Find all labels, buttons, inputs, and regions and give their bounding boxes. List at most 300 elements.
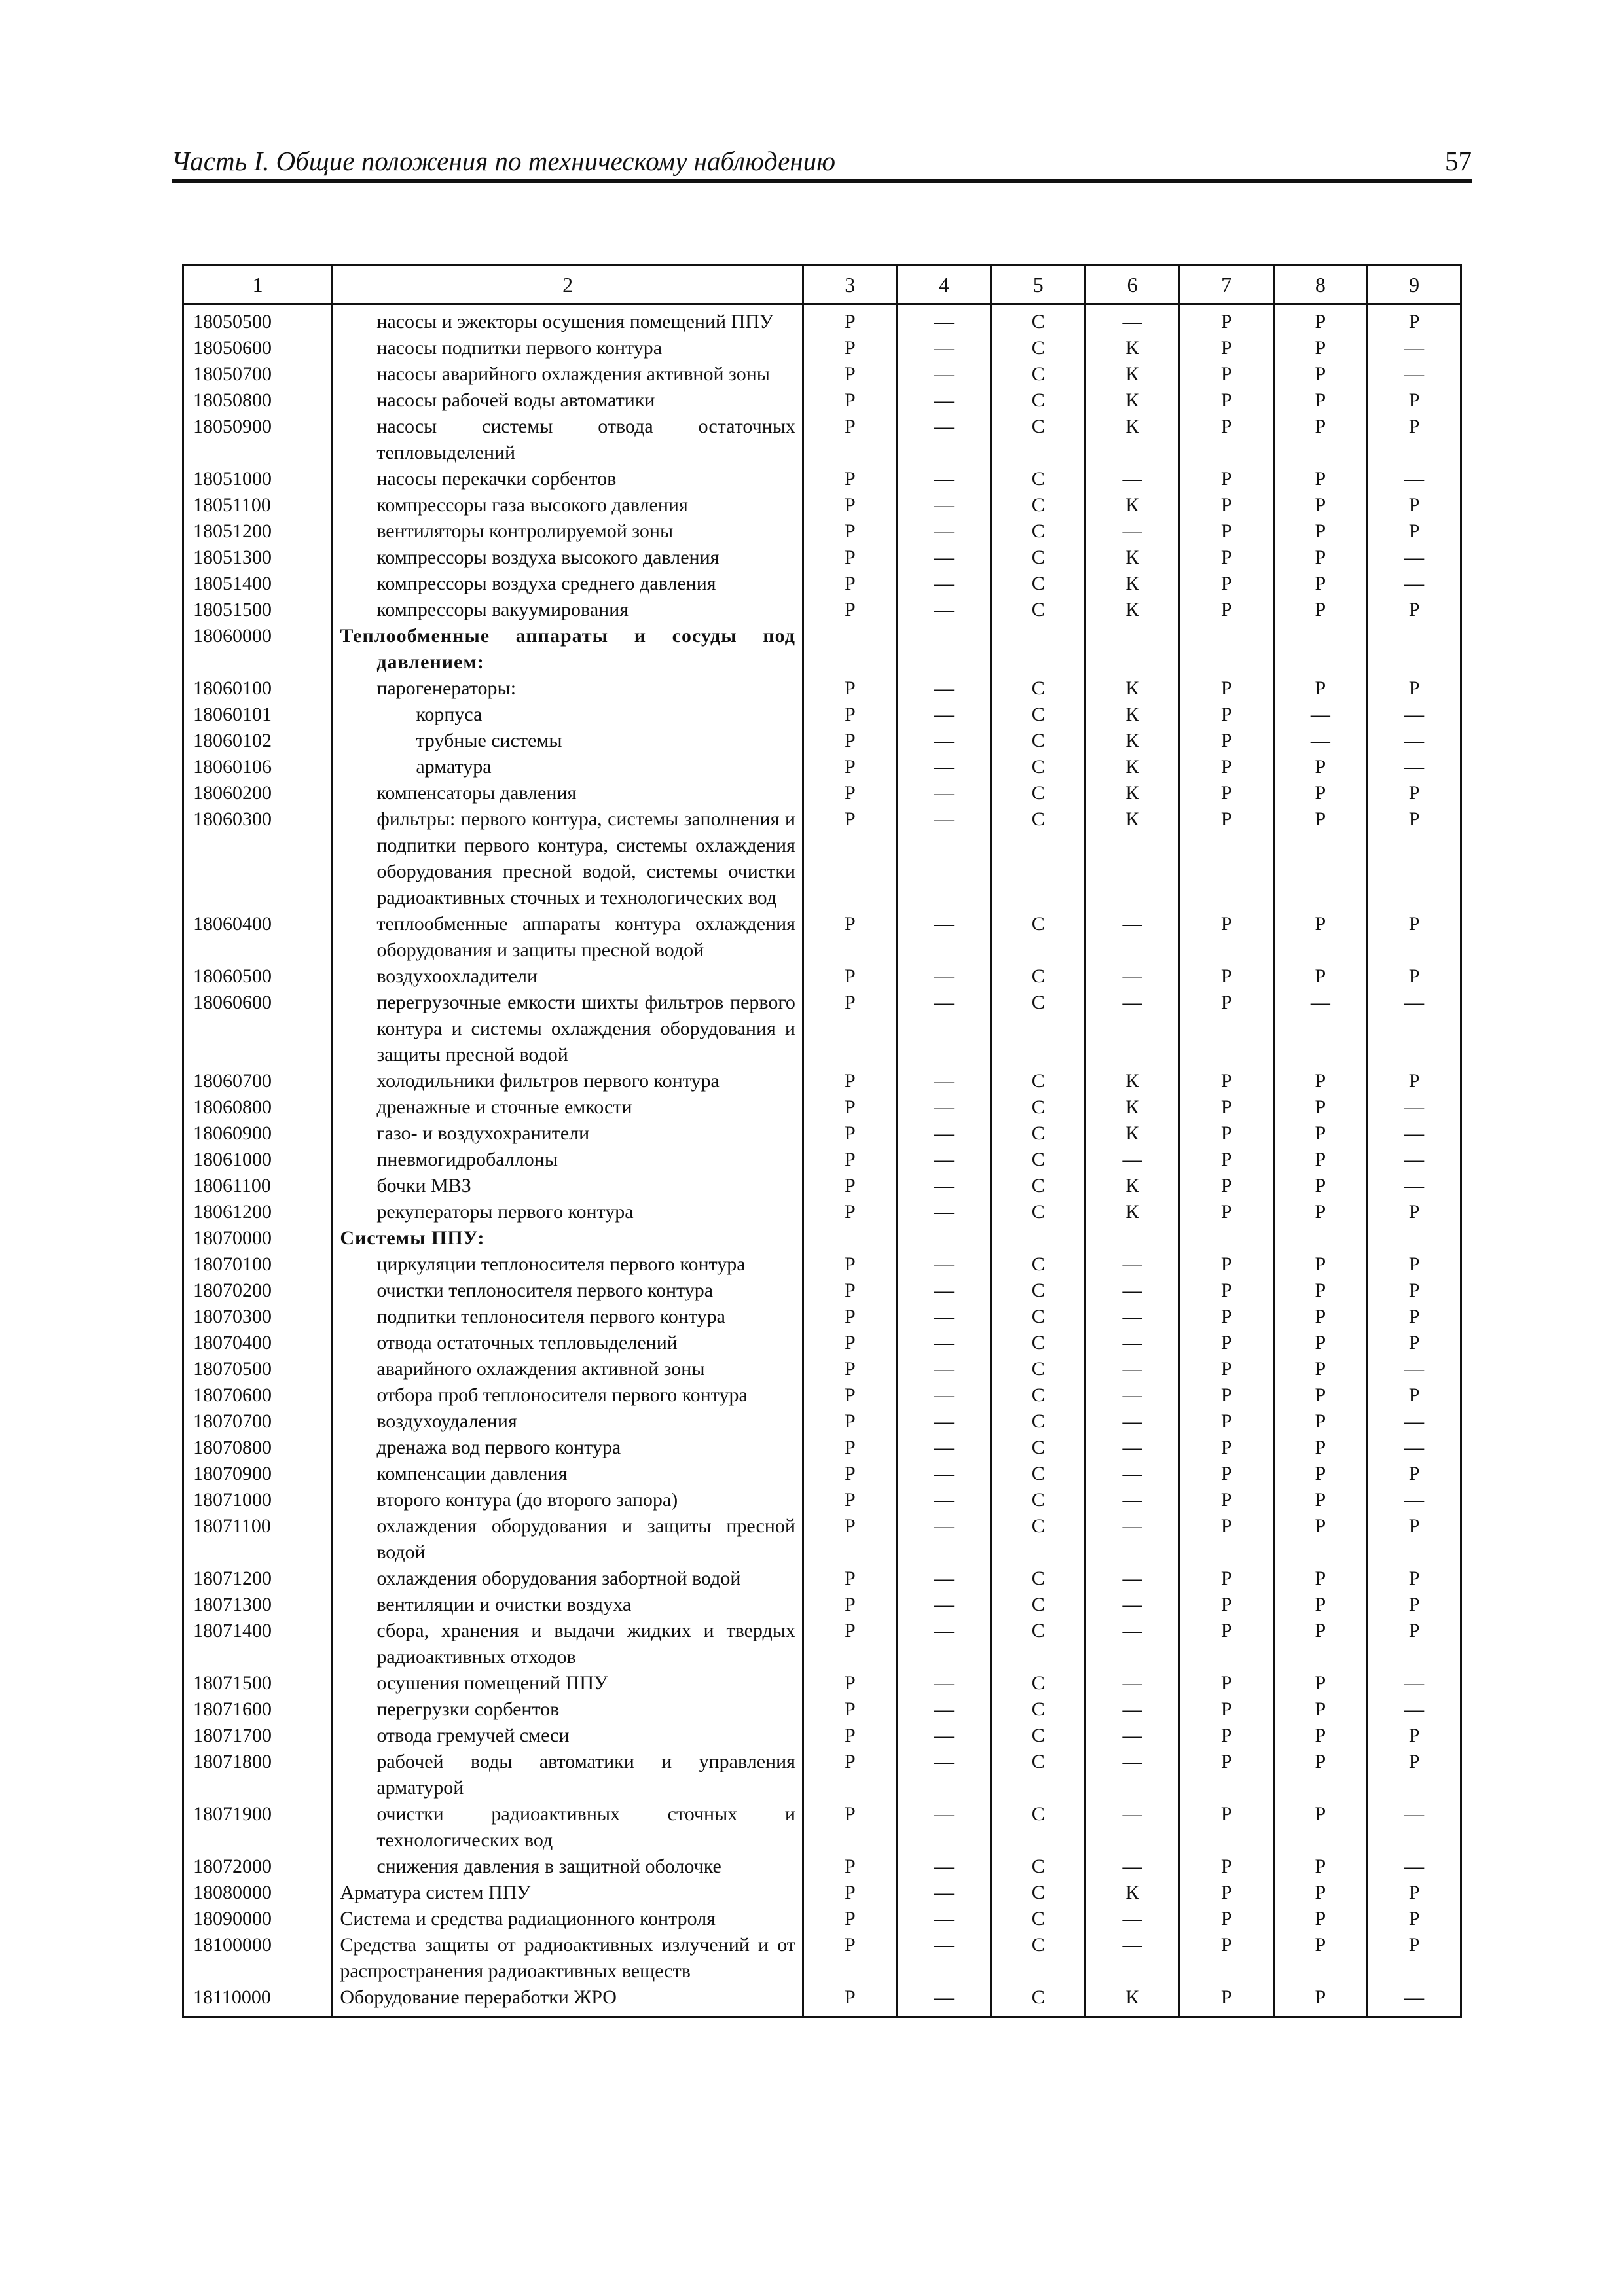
row-name-cell: [333, 963, 803, 990]
row-value-col-6: —: [1085, 1592, 1180, 1618]
row-value-col-4: —: [897, 754, 991, 780]
row-value-col-5: С: [991, 702, 1085, 728]
row-value-col-4: —: [897, 518, 991, 545]
row-value-col-7: Р: [1179, 1513, 1273, 1566]
row-code: 18060100: [183, 675, 333, 702]
row-value-col-9: Р: [1368, 1278, 1461, 1304]
row-value-col-3: Р: [803, 1461, 897, 1487]
row-name-cell: [333, 1854, 803, 1880]
row-value-col-3: Р: [803, 545, 897, 571]
row-value-col-8: —: [1273, 702, 1368, 728]
row-value-col-7: Р: [1179, 545, 1273, 571]
row-value-col-4: —: [897, 1121, 991, 1147]
row-value-col-8: Р: [1273, 414, 1368, 466]
row-name-cell: [333, 1356, 803, 1382]
column-header: 1: [183, 265, 333, 304]
row-code: 18071500: [183, 1670, 333, 1696]
row-name-cell: [333, 1408, 803, 1435]
row-value-col-8: Р: [1273, 1880, 1368, 1906]
row-value-col-4: —: [897, 1984, 991, 2017]
row-value-col-4: —: [897, 387, 991, 414]
table-row: [183, 754, 1461, 780]
table-row: [183, 1618, 1461, 1670]
row-code: 18070500: [183, 1356, 333, 1382]
row-value-col-6: —: [1085, 1801, 1180, 1854]
row-value-col-3: Р: [803, 1749, 897, 1801]
row-value-col-3: Р: [803, 1408, 897, 1435]
row-value-col-7: Р: [1179, 963, 1273, 990]
row-value-col-6: К: [1085, 571, 1180, 597]
row-name-cell: [333, 466, 803, 492]
table-row: [183, 571, 1461, 597]
table-row: [183, 702, 1461, 728]
row-name: Система и средства радиационного контроля: [340, 1908, 716, 1929]
row-value-col-5: С: [991, 1801, 1085, 1854]
row-value-col-7: Р: [1179, 414, 1273, 466]
row-name-cell: [333, 361, 803, 387]
row-value-col-5: [991, 623, 1085, 675]
row-value-col-4: —: [897, 911, 991, 963]
row-value-col-8: Р: [1273, 1408, 1368, 1435]
row-value-col-4: —: [897, 1330, 991, 1356]
row-value-col-6: —: [1085, 911, 1180, 963]
row-name: отбора проб теплоносителя первого контура: [376, 1384, 748, 1406]
column-header: 8: [1273, 265, 1368, 304]
table-row: [183, 1592, 1461, 1618]
row-value-col-3: Р: [803, 1094, 897, 1121]
row-value-col-5: С: [991, 414, 1085, 466]
row-value-col-3: Р: [803, 466, 897, 492]
row-value-col-7: Р: [1179, 1932, 1273, 1984]
row-value-col-9: —: [1368, 1487, 1461, 1513]
row-value-col-6: К: [1085, 387, 1180, 414]
row-value-col-7: Р: [1179, 1906, 1273, 1932]
row-value-col-8: Р: [1273, 1749, 1368, 1801]
row-value-col-3: Р: [803, 1513, 897, 1566]
row-value-col-6: —: [1085, 1251, 1180, 1278]
row-value-col-7: Р: [1179, 780, 1273, 806]
row-code: 18051100: [183, 492, 333, 518]
row-value-col-3: [803, 1225, 897, 1251]
row-value-col-4: —: [897, 1513, 991, 1566]
row-value-col-8: Р: [1273, 1723, 1368, 1749]
row-value-col-6: —: [1085, 1749, 1180, 1801]
row-value-col-9: —: [1368, 335, 1461, 361]
table-row: [183, 728, 1461, 754]
row-value-col-9: —: [1368, 361, 1461, 387]
row-code: 18050500: [183, 304, 333, 336]
row-value-col-8: Р: [1273, 492, 1368, 518]
row-name-cell: [333, 518, 803, 545]
row-value-col-9: Р: [1368, 1330, 1461, 1356]
row-code: 18071400: [183, 1618, 333, 1670]
row-code: 18060800: [183, 1094, 333, 1121]
row-name: дренажные и сточные емкости: [376, 1096, 632, 1118]
table-row: [183, 963, 1461, 990]
row-code: 18071900: [183, 1801, 333, 1854]
row-name-cell: [333, 1801, 803, 1854]
row-name-cell: [333, 806, 803, 911]
row-value-col-6: —: [1085, 963, 1180, 990]
row-name: теплообменные аппараты контура охлаждения оборудования и защиты пресной водой: [376, 913, 795, 961]
row-name-cell: [333, 1513, 803, 1566]
row-value-col-9: —: [1368, 1801, 1461, 1854]
row-value-col-5: С: [991, 1723, 1085, 1749]
row-name-cell: [333, 1147, 803, 1173]
row-name: холодильники фильтров первого контура: [376, 1070, 720, 1092]
row-value-col-9: —: [1368, 1854, 1461, 1880]
table-row: [183, 806, 1461, 911]
row-value-col-6: К: [1085, 1121, 1180, 1147]
row-value-col-3: Р: [803, 1723, 897, 1749]
row-value-col-6: —: [1085, 304, 1180, 336]
row-value-col-3: Р: [803, 414, 897, 466]
table-row: [183, 1094, 1461, 1121]
row-value-col-7: Р: [1179, 990, 1273, 1068]
row-value-col-7: Р: [1179, 1251, 1273, 1278]
row-value-col-4: —: [897, 1382, 991, 1408]
row-value-col-4: —: [897, 335, 991, 361]
row-name-cell: [333, 675, 803, 702]
row-value-col-4: —: [897, 1173, 991, 1199]
row-code: 18051300: [183, 545, 333, 571]
row-name: Оборудование переработки ЖРО: [340, 1986, 617, 2008]
row-name: рекуператоры первого контура: [376, 1201, 634, 1223]
table-row: [183, 1906, 1461, 1932]
row-value-col-3: Р: [803, 1592, 897, 1618]
row-name: насосы подпитки первого контура: [376, 337, 663, 359]
column-header: 2: [333, 265, 803, 304]
row-value-col-9: Р: [1368, 806, 1461, 911]
row-value-col-7: Р: [1179, 1121, 1273, 1147]
row-name: компрессоры воздуха высокого давления: [376, 547, 720, 568]
row-value-col-9: —: [1368, 1356, 1461, 1382]
row-value-col-8: Р: [1273, 1461, 1368, 1487]
row-name-cell: [333, 1670, 803, 1696]
row-name-cell: [333, 1566, 803, 1592]
row-value-col-5: С: [991, 1304, 1085, 1330]
row-value-col-9: —: [1368, 1094, 1461, 1121]
row-value-col-4: —: [897, 1199, 991, 1225]
row-value-col-8: Р: [1273, 571, 1368, 597]
row-value-col-7: Р: [1179, 911, 1273, 963]
row-value-col-9: —: [1368, 702, 1461, 728]
row-code: 18071300: [183, 1592, 333, 1618]
row-value-col-7: Р: [1179, 1382, 1273, 1408]
row-value-col-9: Р: [1368, 1566, 1461, 1592]
table-row: [183, 1251, 1461, 1278]
row-value-col-7: Р: [1179, 1068, 1273, 1094]
row-name-cell: [333, 1278, 803, 1304]
row-value-col-9: Р: [1368, 780, 1461, 806]
row-value-col-9: —: [1368, 1173, 1461, 1199]
row-value-col-8: Р: [1273, 361, 1368, 387]
row-value-col-4: —: [897, 1147, 991, 1173]
row-value-col-5: С: [991, 518, 1085, 545]
row-value-col-7: Р: [1179, 597, 1273, 623]
row-value-col-4: —: [897, 1880, 991, 1906]
row-value-col-8: Р: [1273, 1435, 1368, 1461]
table-row: [183, 1513, 1461, 1566]
row-value-col-6: К: [1085, 780, 1180, 806]
row-code: 18100000: [183, 1932, 333, 1984]
row-value-col-3: Р: [803, 911, 897, 963]
row-value-col-5: С: [991, 1618, 1085, 1670]
row-name: насосы и эжекторы осушения помещений ППУ: [376, 311, 774, 332]
row-value-col-8: Р: [1273, 335, 1368, 361]
row-name: парогенераторы:: [376, 677, 517, 699]
row-value-col-4: —: [897, 1932, 991, 1984]
table-row: [183, 990, 1461, 1068]
row-value-col-5: С: [991, 990, 1085, 1068]
row-value-col-7: Р: [1179, 1173, 1273, 1199]
row-value-col-7: Р: [1179, 1304, 1273, 1330]
row-name-cell: [333, 1696, 803, 1723]
row-value-col-6: К: [1085, 361, 1180, 387]
row-name: Средства защиты от радиоактивных излучений и от распространения радиоактивных веществ: [340, 1934, 795, 1982]
row-code: 18061100: [183, 1173, 333, 1199]
row-value-col-4: —: [897, 1906, 991, 1932]
table-row: [183, 1068, 1461, 1094]
row-code: 18060106: [183, 754, 333, 780]
row-value-col-8: Р: [1273, 1566, 1368, 1592]
row-name-cell: [333, 597, 803, 623]
table-row: [183, 492, 1461, 518]
table-row: [183, 1723, 1461, 1749]
row-name-cell: [333, 492, 803, 518]
row-value-col-4: —: [897, 597, 991, 623]
row-value-col-5: С: [991, 1121, 1085, 1147]
row-name: сбора, хранения и выдачи жидких и твердых радиоактивных отходов: [376, 1620, 795, 1668]
row-name-cell: [333, 1225, 803, 1251]
row-value-col-3: Р: [803, 675, 897, 702]
row-value-col-8: Р: [1273, 1199, 1368, 1225]
row-value-col-7: Р: [1179, 1854, 1273, 1880]
row-value-col-4: —: [897, 414, 991, 466]
row-value-col-8: Р: [1273, 387, 1368, 414]
row-name-cell: [333, 1487, 803, 1513]
row-value-col-3: Р: [803, 1435, 897, 1461]
row-value-col-6: —: [1085, 1356, 1180, 1382]
row-value-col-6: —: [1085, 1854, 1180, 1880]
row-value-col-3: Р: [803, 597, 897, 623]
table-row: [183, 1854, 1461, 1880]
row-code: 18060700: [183, 1068, 333, 1094]
row-name-cell: [333, 414, 803, 466]
table-row: [183, 387, 1461, 414]
row-value-col-6: К: [1085, 492, 1180, 518]
row-name: корпуса: [416, 704, 483, 725]
row-value-col-6: К: [1085, 414, 1180, 466]
row-value-col-3: Р: [803, 1880, 897, 1906]
row-value-col-9: Р: [1368, 1592, 1461, 1618]
row-value-col-8: Р: [1273, 1984, 1368, 2017]
table-row: [183, 597, 1461, 623]
row-value-col-5: С: [991, 1251, 1085, 1278]
row-code: 18050800: [183, 387, 333, 414]
row-value-col-7: Р: [1179, 1618, 1273, 1670]
row-value-col-5: С: [991, 1068, 1085, 1094]
row-value-col-6: —: [1085, 1147, 1180, 1173]
row-value-col-4: —: [897, 304, 991, 336]
row-name: насосы аварийного охлаждения активной зоны: [376, 363, 770, 385]
row-name-cell: [333, 1068, 803, 1094]
row-value-col-5: С: [991, 963, 1085, 990]
row-value-col-8: Р: [1273, 1251, 1368, 1278]
row-value-col-6: К: [1085, 335, 1180, 361]
row-value-col-6: —: [1085, 1723, 1180, 1749]
row-name-cell: [333, 728, 803, 754]
table-row: [183, 414, 1461, 466]
row-value-col-7: Р: [1179, 1278, 1273, 1304]
row-code: 18070000: [183, 1225, 333, 1251]
row-value-col-9: Р: [1368, 1251, 1461, 1278]
table-row: [183, 1435, 1461, 1461]
row-value-col-8: Р: [1273, 1618, 1368, 1670]
row-code: 18070200: [183, 1278, 333, 1304]
row-value-col-5: С: [991, 1984, 1085, 2017]
row-value-col-3: Р: [803, 728, 897, 754]
row-value-col-8: Р: [1273, 1592, 1368, 1618]
row-name-cell: [333, 304, 803, 336]
row-name: воздухоохладители: [376, 965, 538, 987]
table-row: [183, 1696, 1461, 1723]
row-name: бочки МВЗ: [376, 1175, 471, 1196]
row-value-col-4: —: [897, 728, 991, 754]
row-value-col-5: С: [991, 780, 1085, 806]
row-value-col-4: —: [897, 361, 991, 387]
row-value-col-3: Р: [803, 806, 897, 911]
row-value-col-4: —: [897, 1592, 991, 1618]
row-code: 18050600: [183, 335, 333, 361]
row-value-col-4: —: [897, 1801, 991, 1854]
row-name: пневмогидробаллоны: [376, 1149, 558, 1170]
row-value-col-4: —: [897, 1749, 991, 1801]
row-name: аварийного охлаждения активной зоны: [376, 1358, 705, 1380]
row-name: дренажа вод первого контура: [376, 1437, 621, 1458]
row-value-col-9: —: [1368, 1696, 1461, 1723]
row-value-col-5: С: [991, 1356, 1085, 1382]
row-value-col-9: Р: [1368, 492, 1461, 518]
row-code: 18060400: [183, 911, 333, 963]
row-value-col-9: —: [1368, 990, 1461, 1068]
row-value-col-5: С: [991, 1906, 1085, 1932]
row-name: очистки теплоносителя первого контура: [376, 1280, 714, 1301]
row-name-cell: [333, 1304, 803, 1330]
row-name: Теплообменные аппараты и сосуды под давлением:: [340, 625, 795, 673]
table-row: [183, 1330, 1461, 1356]
row-name-cell: [333, 1173, 803, 1199]
row-value-col-9: Р: [1368, 387, 1461, 414]
row-value-col-7: Р: [1179, 1566, 1273, 1592]
row-value-col-5: С: [991, 1278, 1085, 1304]
table-row: [183, 1382, 1461, 1408]
row-name: второго контура (до второго запора): [376, 1489, 678, 1511]
table-row: [183, 911, 1461, 963]
row-value-col-3: Р: [803, 387, 897, 414]
row-name-cell: [333, 1199, 803, 1225]
table-row: [183, 1121, 1461, 1147]
row-value-col-8: Р: [1273, 1330, 1368, 1356]
row-name: насосы рабочей воды автоматики: [376, 389, 655, 411]
column-header: 3: [803, 265, 897, 304]
row-name: насосы перекачки сорбентов: [376, 468, 617, 490]
row-value-col-4: —: [897, 1435, 991, 1461]
row-value-col-4: —: [897, 675, 991, 702]
row-value-col-7: Р: [1179, 335, 1273, 361]
row-value-col-8: Р: [1273, 911, 1368, 963]
row-value-col-5: С: [991, 675, 1085, 702]
row-code: 18060900: [183, 1121, 333, 1147]
row-code: 18051200: [183, 518, 333, 545]
row-code: 18071700: [183, 1723, 333, 1749]
row-value-col-9: —: [1368, 754, 1461, 780]
row-value-col-8: Р: [1273, 1121, 1368, 1147]
table-row: [183, 1278, 1461, 1304]
row-value-col-5: С: [991, 1670, 1085, 1696]
row-value-col-5: С: [991, 1382, 1085, 1408]
row-value-col-6: —: [1085, 1513, 1180, 1566]
row-value-col-3: Р: [803, 1068, 897, 1094]
row-value-col-7: Р: [1179, 1696, 1273, 1723]
row-value-col-6: К: [1085, 1094, 1180, 1121]
row-value-col-4: —: [897, 702, 991, 728]
row-value-col-4: [897, 1225, 991, 1251]
row-value-col-9: Р: [1368, 963, 1461, 990]
row-name: фильтры: первого контура, системы заполнения и подпитки первого контура, системы охлаждения оборудования пресной водой, системы очистки радиоактивных сточных и технологических вод: [376, 808, 795, 908]
row-value-col-5: С: [991, 1696, 1085, 1723]
table-row: [183, 1225, 1461, 1251]
row-value-col-7: [1179, 1225, 1273, 1251]
row-name: очистки радиоактивных сточных и технологических вод: [376, 1803, 795, 1851]
row-value-col-4: —: [897, 1487, 991, 1513]
row-value-col-4: —: [897, 1356, 991, 1382]
row-value-col-6: —: [1085, 466, 1180, 492]
row-code: 18070800: [183, 1435, 333, 1461]
row-value-col-9: —: [1368, 545, 1461, 571]
row-value-col-9: Р: [1368, 1304, 1461, 1330]
row-value-col-3: Р: [803, 1356, 897, 1382]
row-value-col-9: —: [1368, 1984, 1461, 2017]
row-value-col-6: —: [1085, 1670, 1180, 1696]
row-value-col-3: Р: [803, 1932, 897, 1984]
row-value-col-4: —: [897, 806, 991, 911]
row-name: осушения помещений ППУ: [376, 1672, 608, 1694]
row-value-col-8: Р: [1273, 545, 1368, 571]
row-value-col-3: Р: [803, 571, 897, 597]
row-name: вентиляции и очистки воздуха: [376, 1594, 632, 1615]
row-value-col-8: Р: [1273, 1094, 1368, 1121]
row-value-col-3: Р: [803, 754, 897, 780]
row-value-col-7: Р: [1179, 304, 1273, 336]
row-name: Системы ППУ:: [340, 1227, 485, 1249]
row-value-col-6: —: [1085, 1408, 1180, 1435]
row-value-col-8: Р: [1273, 780, 1368, 806]
row-value-col-7: Р: [1179, 571, 1273, 597]
row-value-col-5: С: [991, 1147, 1085, 1173]
row-value-col-9: Р: [1368, 304, 1461, 336]
row-value-col-3: Р: [803, 304, 897, 336]
row-value-col-3: Р: [803, 1487, 897, 1513]
row-code: 18060102: [183, 728, 333, 754]
row-value-col-8: Р: [1273, 1670, 1368, 1696]
row-value-col-5: С: [991, 1408, 1085, 1435]
row-value-col-6: К: [1085, 702, 1180, 728]
row-code: 18061200: [183, 1199, 333, 1225]
row-value-col-9: Р: [1368, 1068, 1461, 1094]
row-value-col-8: Р: [1273, 1513, 1368, 1566]
row-name-cell: [333, 335, 803, 361]
